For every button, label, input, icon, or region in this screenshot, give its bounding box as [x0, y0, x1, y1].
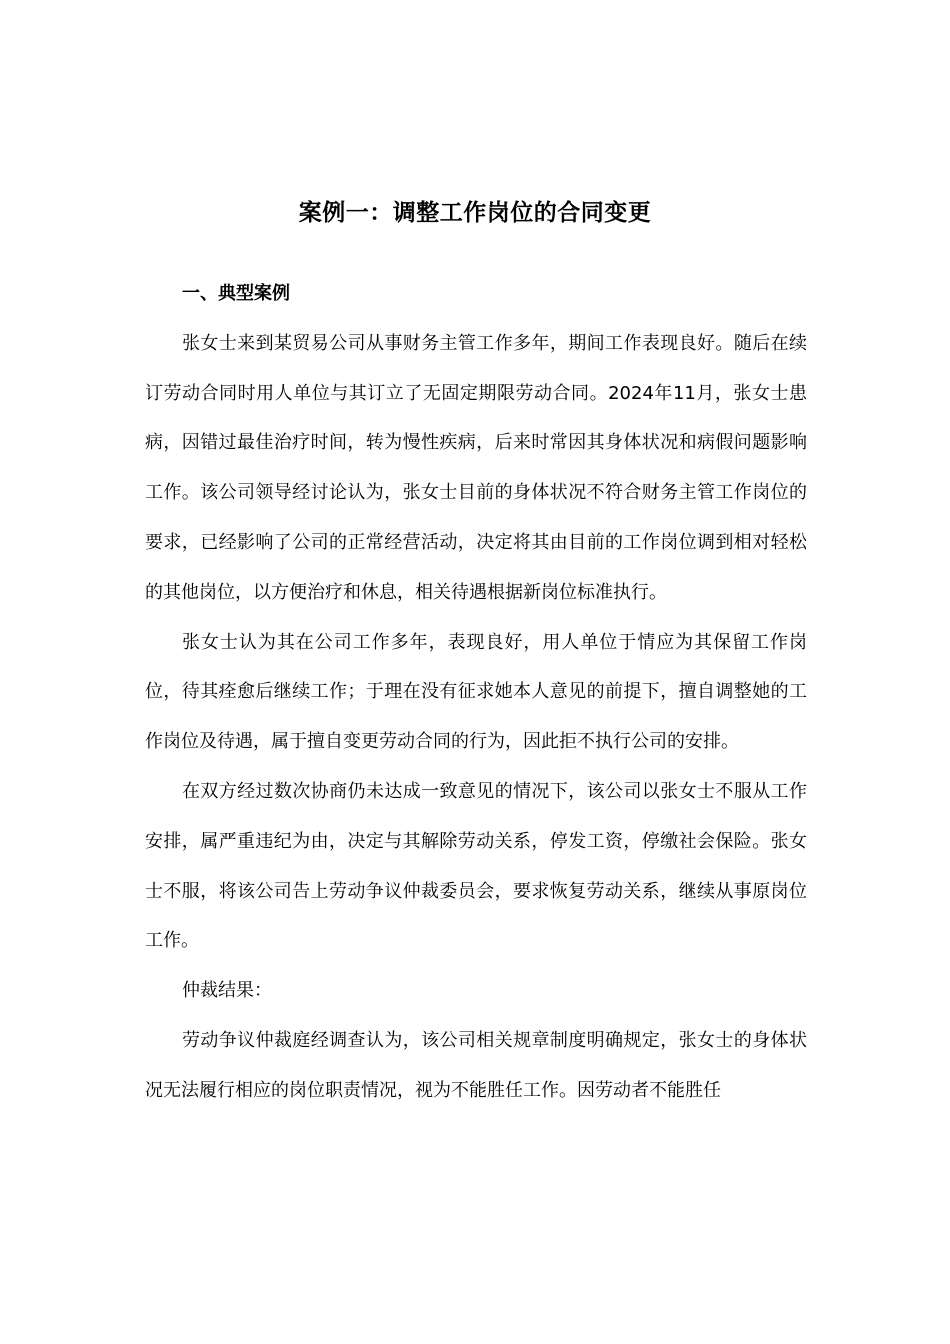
paragraph-arbitration-finding: 劳动争议仲裁庭经调查认为，该公司相关规章制度明确规定，张女士的身体状况无法履行相应的岗位职责情况，视为不能胜任工作。因劳动者不能胜任 — [145, 1029, 807, 1101]
paragraph-employee-position: 张女士认为其在公司工作多年，表现良好，用人单位于情应为其保留工作岗位，待其痊愈后继续工作；于理在没有征求她本人意见的前提下，擅自调整她的工作岗位及待遇，属于擅自变更劳动合同的行为，因此拒不执行公司的安排。 — [145, 631, 807, 753]
section-heading: 一、典型案例 — [182, 283, 290, 304]
document-body — [145, 269, 807, 1116]
paragraph-arbitration-result-label: 仲裁结果： — [182, 980, 272, 1002]
paragraph-dispute-dismissal: 在双方经过数次协商仍未达成一致意见的情况下，该公司以张女士不服从工作安排，属严重违纪为由，决定与其解除劳动关系，停发工资，停缴社会保险。张女士不服，将该公司告上劳动争议仲裁委员会，要求恢复劳动关系，继续从事原岗位工作。 — [145, 780, 807, 952]
document-title: 案例一：调整工作岗位的合同变更 — [298, 200, 652, 227]
paragraph-case-description: 张女士来到某贸易公司从事财务主管工作多年，期间工作表现良好。随后在续订劳动合同时用人单位与其订立了无固定期限劳动合同。2024年11月，张女士患病，因错过最佳治疗时间，转为慢性疾病，后来时常因其身体状况和病假问题影响工作。该公司领导经讨论认为，张女士目前的身体状况不符合财务主管工作岗位的要求，已经影响了公司的正常经营活动，决定将其由目前的工作岗位调到相对轻松的其他岗位，以方便治疗和休息，相关待遇根据新岗位标准执行。 — [145, 332, 807, 603]
